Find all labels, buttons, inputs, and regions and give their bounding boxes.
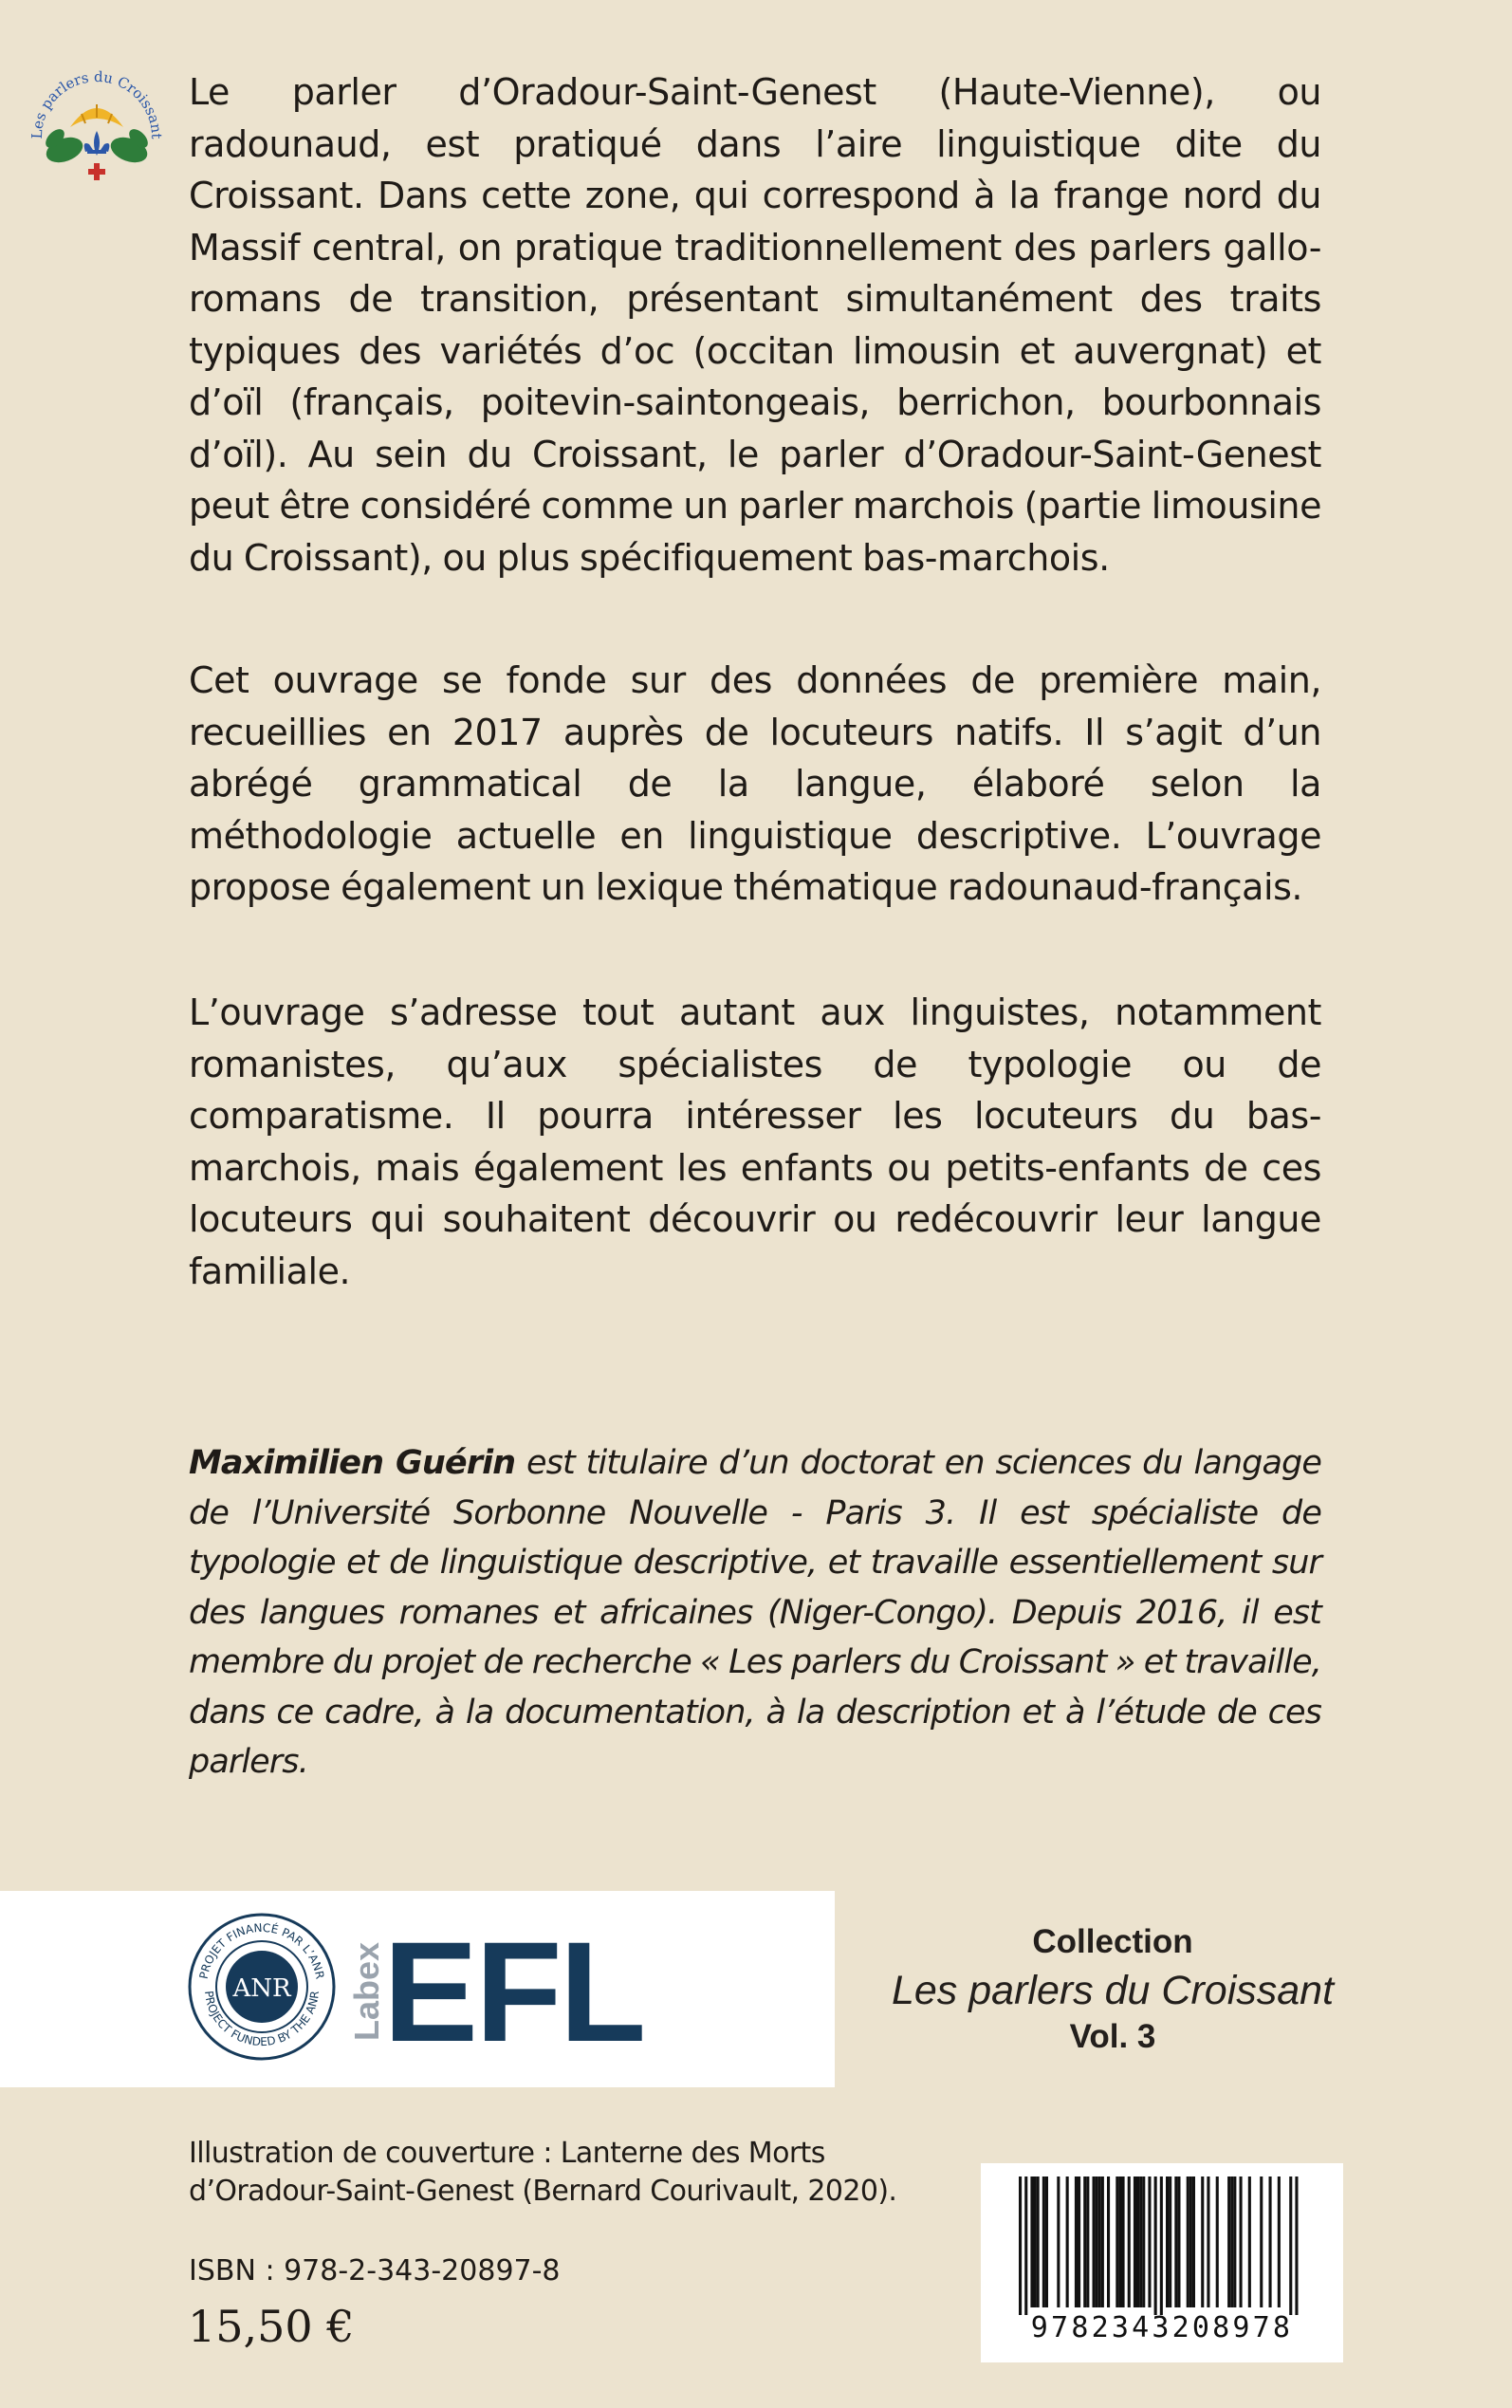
barcode-bar <box>1083 2176 1086 2307</box>
barcode-bar <box>1116 2176 1118 2307</box>
barcode-bar <box>1189 2176 1192 2307</box>
barcode-bar <box>1086 2176 1089 2307</box>
barcode-bar <box>1295 2176 1298 2315</box>
barcode-bar <box>1118 2176 1121 2307</box>
collection-title: Les parlers du Croissant <box>891 1968 1335 2013</box>
barcode-bars <box>981 2163 1343 2315</box>
barcode-bar <box>1240 2176 1243 2307</box>
barcode-bar <box>1107 2176 1110 2307</box>
cover-credit-line-1: Illustration de couverture : Lanterne des Morts <box>189 2137 825 2170</box>
barcode-bar <box>1248 2176 1251 2307</box>
barcode-bar <box>1093 2176 1096 2307</box>
barcode-bar <box>1042 2176 1045 2307</box>
barcode-bar <box>1192 2176 1195 2307</box>
barcode-bar <box>1139 2176 1142 2307</box>
barcode-bar <box>1169 2176 1171 2307</box>
cover-credits <box>189 2135 948 2211</box>
collection-block <box>873 1921 1353 2056</box>
labex-label: Labex <box>347 1941 387 2041</box>
barcode-bar <box>1207 2176 1209 2307</box>
barcode-bar <box>1030 2176 1033 2307</box>
barcode-bar <box>1177 2176 1180 2307</box>
barcode-bar <box>1078 2176 1080 2307</box>
anr-ring-bottom-text: PROJECT FUNDED BY THE ANR <box>201 1990 323 2049</box>
barcode-bar <box>1201 2176 1204 2307</box>
barcode-bar <box>1134 2176 1136 2307</box>
description-paragraph-3: L’ouvrage s’adresse tout autant aux linguistes, notamment romanistes, qu’aux spécialistes de typologie ou de comparatisme. Il pourra intéresser les locuteurs du bas-marchois, mais également les enfants ou petits-enfants de ces locuteurs qui souhaitent découvrir ou redécouvrir leur langue familiale. <box>189 991 1321 1292</box>
barcode-bar <box>1019 2176 1022 2315</box>
barcode <box>981 2163 1343 2362</box>
barcode-digits: 9782343208978 <box>1030 2311 1294 2344</box>
barcode-bar <box>1128 2176 1131 2307</box>
price-text: 15,50 € <box>188 2301 355 2352</box>
barcode-bar <box>1216 2176 1219 2307</box>
barcode-bar <box>1066 2176 1069 2307</box>
barcode-bar <box>1269 2176 1272 2307</box>
barcode-bar <box>1075 2176 1078 2307</box>
cover-credit-line-2: d’Oradour-Saint-Genest (Bernard Courivault, 2020). <box>189 2175 897 2208</box>
barcode-bar <box>1142 2176 1145 2307</box>
anr-seal-logo <box>186 1911 338 2063</box>
barcode-bar <box>1154 2176 1157 2315</box>
barcode-bar <box>1230 2176 1233 2307</box>
croissant-icon <box>70 104 123 127</box>
barcode-bar <box>1233 2176 1236 2307</box>
croissant-logo <box>23 51 171 194</box>
barcode-bar <box>1101 2176 1104 2307</box>
barcode-bar <box>1166 2176 1169 2307</box>
logo-text: Les parlers du Croissant <box>28 67 166 139</box>
author-bio <box>189 1438 1321 1787</box>
fleur-de-lis-icon <box>84 131 110 156</box>
barcode-bar <box>1148 2176 1151 2307</box>
description-paragraph-2: Cet ouvrage se fonde sur des données de première main, recueillies en 2017 auprès de locuteurs natifs. Il s’agit d’un abrégé grammatical de la langue, élaboré selon la méthodologie actuelle en linguistique descriptive. L’ouvrage propose également un lexique thématique radounaud-français. <box>189 659 1321 908</box>
barcode-bar <box>1057 2176 1060 2307</box>
barcode-bar <box>1187 2176 1189 2307</box>
occitan-cross-icon <box>88 163 105 180</box>
barcode-bar <box>1227 2176 1230 2307</box>
efl-logo-text: EFL <box>383 1912 644 2071</box>
barcode-bar <box>1260 2176 1263 2307</box>
collection-volume: Vol. 3 <box>1069 2018 1156 2055</box>
barcode-bar <box>1037 2176 1040 2307</box>
author-bio-text: est titulaire d’un doctorat en sciences du langage de l’Université Sorbonne Nouvelle - Paris 3. Il est spécialiste de typologie et de linguistique descriptive, et travaille essentiellement sur des langues romanes et africaines (Niger-Congo). Depuis 2016, il est membre du projet de recherche « Les parlers du Croissant » et travaille, dans ce cadre, à la documentation, à la description et à l’étude de ces parlers. <box>189 1444 1321 1781</box>
description-paragraph-1: Le parler d’Oradour-Saint-Genest (Haute-Vienne), ou radounaud, est pratiqué dans l’aire linguistique dite du Croissant. Dans cette zone, qui correspond à la frange nord du Massif central, on pratique traditionnellement des parlers gallo-romans de transition, présentant simultanément des traits typiques des variétés d’oc (occitan limousin et auvergnat) et d’oïl (français, poitevin-saintongeais, berrichon, bourbonnais d’oïl). Au sein du Croissant, le parler d’Oradour-Saint-Genest peut être considéré comme un parler marchois (partie limousine du Croissant), ou plus spécifiquement bas-marchois. <box>189 71 1321 579</box>
barcode-bar <box>1278 2176 1281 2307</box>
barcode-bar <box>1024 2176 1027 2315</box>
isbn-text: ISBN : 978-2-343-20897-8 <box>189 2254 561 2288</box>
collection-label: Collection <box>1032 1923 1193 1960</box>
anr-ring-top-text: PROJET FINANCÉ PAR L’ANR <box>196 1920 327 1981</box>
barcode-bar <box>1045 2176 1048 2307</box>
barcode-bar <box>1034 2176 1037 2307</box>
barcode-bar <box>1289 2176 1292 2315</box>
barcode-bar <box>1096 2176 1098 2307</box>
anr-center-text: ANR <box>232 1974 291 2003</box>
barcode-bar <box>1174 2176 1177 2307</box>
author-name: Maximilien Guérin <box>189 1444 516 1482</box>
barcode-bar <box>1136 2176 1139 2307</box>
barcode-bar <box>1098 2176 1101 2307</box>
barcode-bar <box>1122 2176 1125 2307</box>
barcode-bar <box>1160 2176 1163 2315</box>
